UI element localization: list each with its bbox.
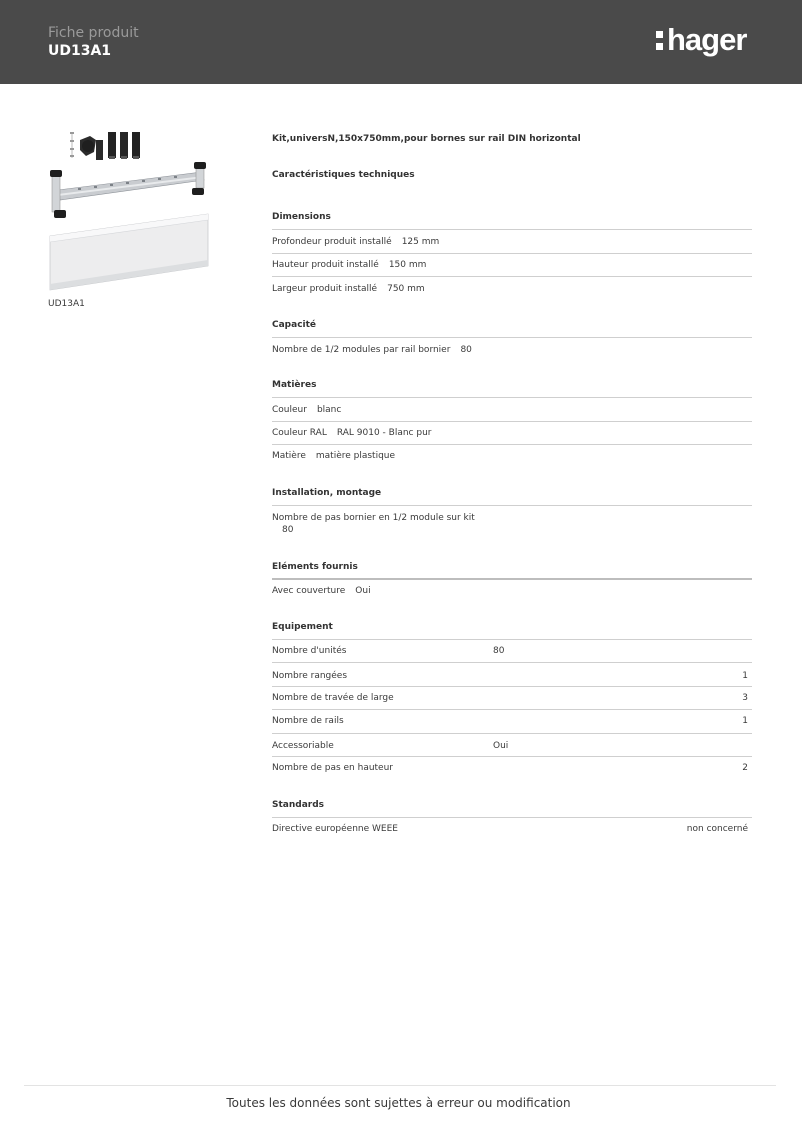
brand-name: hager [667,22,747,57]
spec-row [272,823,752,835]
divider [272,709,752,710]
spec-label: Nombre de pas en hauteur [272,763,394,773]
product-image [48,128,212,294]
document-type: Fiche produit [48,25,139,41]
brand-logo [656,22,746,58]
spec-value: 80 [493,646,505,656]
spec-value: 80 [282,525,294,535]
spec-value: 1 [742,716,748,726]
spec-label: Profondeur produit installé [272,237,392,247]
spec-row [272,740,752,752]
footer-disclaimer: Toutes les données sont sujettes à erreur ou modification [226,1096,571,1110]
divider [272,756,752,757]
logo-dots-icon [656,29,664,51]
section-title-matieres: Matières [272,380,317,390]
spec-row [272,715,752,727]
spec-row [272,670,752,682]
spec-row [272,512,482,536]
spec-row [272,762,752,774]
spec-row [272,427,752,439]
spec-value: 125 mm [401,237,440,247]
spec-row [272,692,752,704]
spec-label: Nombre rangées [272,671,348,681]
divider [272,505,752,506]
divider [272,337,752,338]
spec-label: Avec couverture [272,586,346,596]
section-title-equipement: Equipement [272,622,333,632]
section-title-installation: Installation, montage [272,488,382,498]
spec-value: RAL 9010 - Blanc pur [336,428,432,438]
spec-row [272,283,752,295]
divider [272,421,752,422]
footer-divider [24,1085,776,1086]
divider [272,817,752,818]
spec-value: matière plastique [315,451,396,461]
spec-label: Largeur produit installé [272,284,378,294]
product-title: Kit,universN,150x750mm,pour bornes sur rail DIN horizontal [272,134,581,144]
spec-label: Nombre de 1/2 modules par rail bornier [272,345,451,355]
spec-row [272,236,752,248]
spec-value: 2 [742,763,748,773]
spec-label: Couleur [272,405,307,415]
spec-value: Oui [355,586,371,596]
spec-label: Matière [272,451,306,461]
spec-label: Hauteur produit installé [272,260,379,270]
specs-heading: Caractéristiques techniques [272,170,415,180]
cover-icon [50,214,208,290]
clips-icon [70,132,140,160]
spec-value: 80 [460,345,472,355]
divider [272,397,752,398]
page-header [0,0,802,84]
spec-value: non concerné [686,824,748,834]
spec-row [272,450,752,462]
spec-value: 3 [742,693,748,703]
section-title-capacite: Capacité [272,320,317,330]
divider [272,578,752,580]
spec-row [272,344,752,356]
divider [272,229,752,230]
spec-label: Directive européenne WEEE [272,824,398,834]
divider [272,444,752,445]
divider [272,639,752,640]
spec-value: 750 mm [387,284,425,294]
spec-row [272,404,752,416]
divider [272,686,752,687]
spec-value: Oui [493,741,509,751]
divider [272,733,752,734]
product-reference: UD13A1 [48,43,112,59]
spec-label: Accessoriable [272,741,334,751]
spec-label: Nombre de travée de large [272,693,394,703]
spec-label: Nombre de pas bornier en 1/2 module sur kit [272,513,475,523]
spec-row [272,645,752,657]
section-title-elements: Eléments fournis [272,562,358,572]
divider [272,662,752,663]
spec-value: 1 [742,671,748,681]
section-title-dimensions: Dimensions [272,212,331,222]
spec-value: blanc [316,405,342,415]
spec-value: 150 mm [388,260,427,270]
spec-row [272,259,752,271]
spec-label: Couleur RAL [272,428,327,438]
spec-label: Nombre d'unités [272,646,347,656]
din-rail-icon [50,162,206,218]
divider [272,276,752,277]
spec-label: Nombre de rails [272,716,344,726]
image-caption: UD13A1 [48,299,85,309]
section-title-standards: Standards [272,800,325,810]
spec-row [272,585,752,597]
divider [272,253,752,254]
